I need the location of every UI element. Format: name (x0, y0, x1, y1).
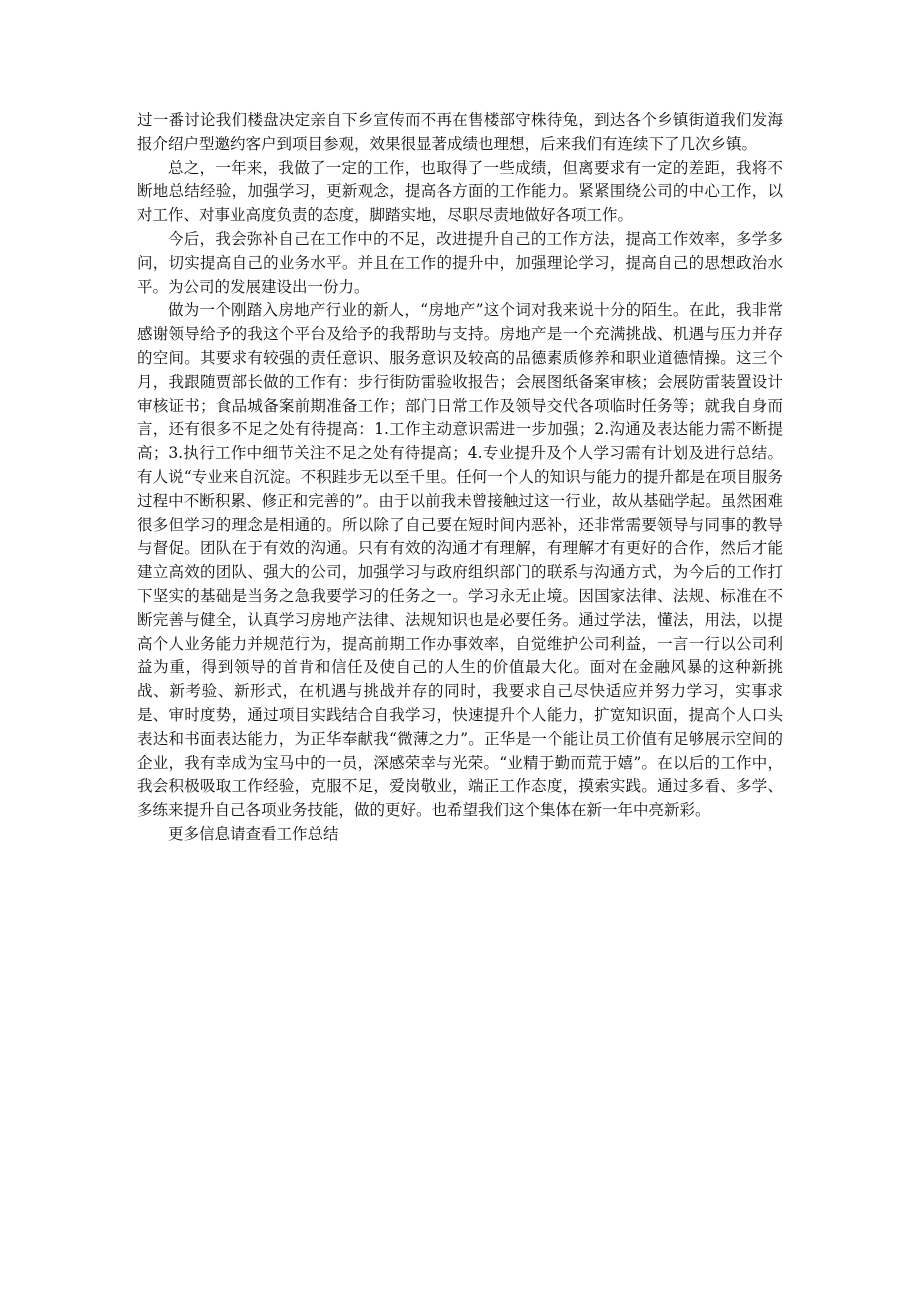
paragraph-new-employee-reflection: 做为一个刚踏入房地产行业的新人，“房地产”这个词对我来说十分的陌生。在此，我非常感谢领导给予的我这个平台及给予的我帮助与支持。房地产是一个充满挑战、机遇与压力并存的空间。其要求有较强的责任意识、服务意识及较高的品德素质修养和职业道德情操。这三个月，我跟随贾部长做的工作有：步行街防雷验收报告；会展图纸备案审核；会展防雷装置设计审核证书；食品城备案前期准备工作；部门日常工作及领导交代各项临时任务等；就我自身而言，还有很多不足之处有待提高：1.工作主动意识需进一步加强；2.沟通及表达能力需不断提高；3.执行工作中细节关注不足之处有待提高；4.专业提升及个人学习需有计划及进行总结。有人说“专业来自沉淀。不积跬步无以至千里。任何一个人的知识与能力的提升都是在项目服务过程中不断积累、修正和完善的”。由于以前我未曾接触过这一行业，故从基础学起。虽然困难很多但学习的理念是相通的。所以除了自己要在短时间内恶补，还非常需要领导与同事的教导与督促。团队在于有效的沟通。只有有效的沟通才有理解，有理解才有更好的合作，然后才能建立高效的团队、强大的公司，加强学习与政府组织部门的联系与沟通方式，为今后的工作打下坚实的基础是当务之急我要学习的任务之一。学习永无止境。因国家法律、法规、标准在不断完善与健全，认真学习房地产法律、法规知识也是必要任务。通过学法，懂法，用法，以提高个人业务能力并规范行为，提高前期工作办事效率，自觉维护公司利益，一言一行以公司利益为重，得到领导的首肯和信任及使自己的人生的价值最大化。面对在金融风暴的这种新挑战、新考验、新形式，在机遇与挑战并存的同时，我要求自己尽快适应并努力学习，实事求是、审时度势，通过项目实践结合自我学习，快速提升个人能力，扩宽知识面，提高个人口头表达和书面表达能力，为正华奉献我“微薄之力”。正华是一个能让员工价值有足够展示空间的企业，我有幸成为宝马中的一员，深感荣幸与光荣。“业精于勤而荒于嬉”。在以后的工作中，我会积极吸取工作经验，克服不足，爱岗敬业，端正工作态度，摸索实践。通过多看、多学、多练来提升自己各项业务技能，做的更好。也希望我们这个集体在新一年中亮新彩。 (137, 301, 783, 820)
document-page (137, 109, 783, 847)
paragraph-continuation: 过一番讨论我们楼盘决定亲自下乡宣传而不再在售楼部守株待兔，到达各个乡镇街道我们发海报介绍户型邀约客户到项目参观，效果很显著成绩也理想，后来我们有连续下了几次乡镇。 (137, 111, 783, 153)
paragraph-summary: 总之，一年来，我做了一定的工作，也取得了一些成绩，但离要求有一定的差距，我将不断地总结经验，加强学习，更新观念，提高各方面的工作能力。紧紧围绕公司的中心工作，以对工作、对事业高度负责的态度，脚踏实地，尽职尽责地做好各项工作。 (137, 158, 783, 225)
paragraph-future-plans: 今后，我会弥补自己在工作中的不足，改进提升自己的工作方法，提高工作效率，多学多问，切实提高自己的业务水平。并且在工作的提升中，加强理论学习，提高自己的思想政治水平。为公司的发展建设出一份力。 (137, 229, 783, 296)
more-info-link[interactable]: 更多信息请查看工作总结 (168, 824, 339, 843)
